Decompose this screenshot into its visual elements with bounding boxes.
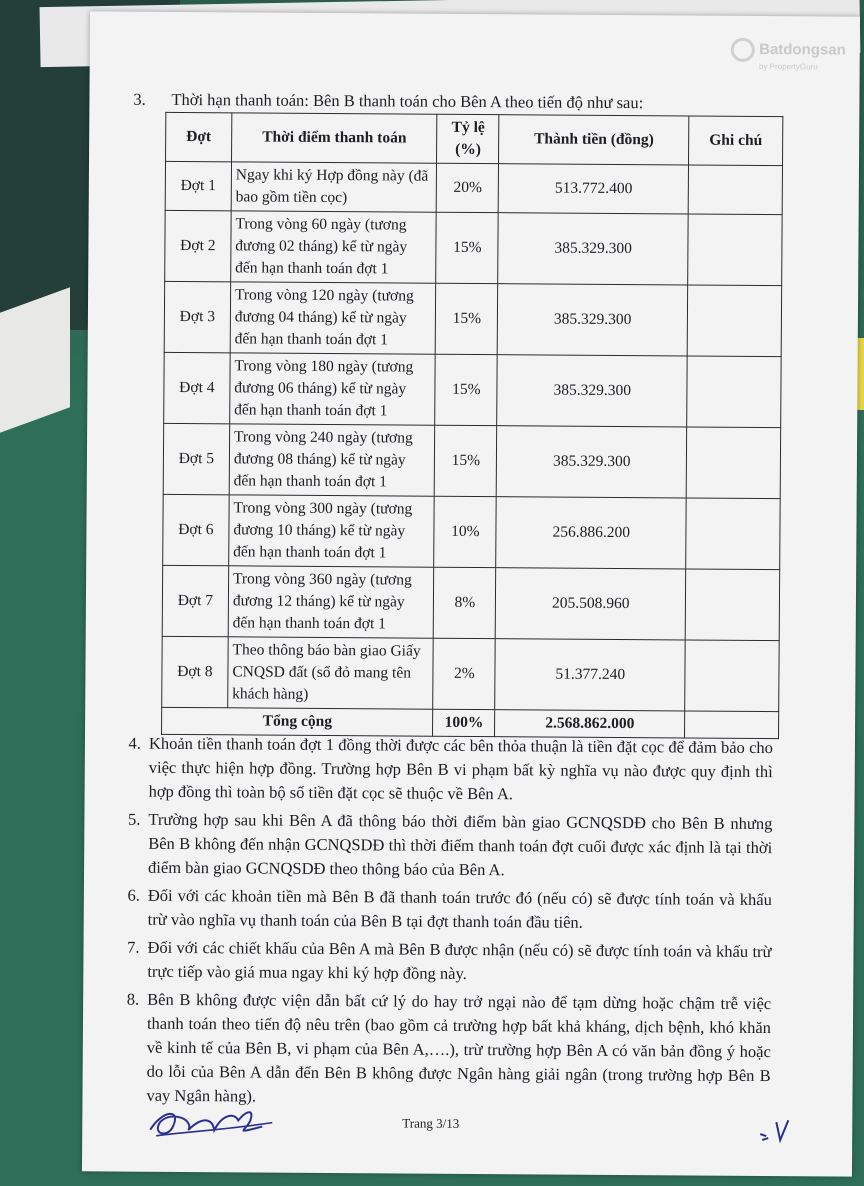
total-amount: 2.568.862.000: [495, 710, 685, 738]
payment-time-cell: Theo thông báo bàn giao Giấy CNQSD đất (sổ đỏ mang tên khách hàng): [228, 637, 434, 709]
total-percent: 100%: [433, 709, 495, 736]
percent-cell: 2%: [433, 638, 495, 709]
column-header: Đợt: [166, 112, 232, 161]
payment-time-cell: Trong vòng 180 ngày (tương đương 06 tháng) kể từ ngày đến hạn thanh toán đợt 1: [230, 353, 436, 425]
amount-cell: 385.329.300: [497, 355, 687, 427]
table-row: [162, 636, 779, 711]
payment-schedule-table: [161, 112, 783, 739]
background-object: [0, 287, 70, 432]
installment-cell: Đợt 5: [163, 423, 229, 494]
table-row: [163, 494, 780, 569]
page-number: Trang 3/13: [402, 1115, 460, 1131]
percent-cell: 15%: [435, 425, 497, 496]
installment-cell: Đợt 8: [162, 636, 228, 707]
installment-cell: Đợt 3: [164, 281, 230, 352]
amount-cell: 256.886.200: [496, 497, 686, 569]
table-row: [165, 210, 782, 285]
list-item: 4. Khoản tiền thanh toán đợt 1 đồng thời được các bên thỏa thuận là tiền đặt cọc để đảm bảo cho việc thực hiện hợp đồng. Trường hợp Bên B vi phạm bất kỳ nghĩa vụ nào được quy định thì hợp đồng thì toàn bộ số tiền đặt cọc sẽ thuộc về Bên A.: [128, 733, 774, 804]
column-header: Thành tiền (đồng): [499, 115, 689, 165]
installment-cell: Đợt 7: [162, 565, 228, 636]
note-cell: [688, 165, 782, 215]
payment-time-cell: Trong vòng 240 ngày (tương đương 08 tháng) kể từ ngày đến hạn thanh toán đợt 1: [229, 424, 435, 496]
note-cell: [688, 214, 782, 286]
total-label: Tổng cộng: [162, 707, 434, 736]
table-row: [164, 352, 781, 427]
clause-list: [110, 732, 773, 1117]
amount-cell: 385.329.300: [498, 284, 688, 356]
note-cell: [686, 427, 780, 499]
payment-time-cell: Trong vòng 300 ngày (tương đương 10 tháng) kể từ ngày đến hạn thanh toán đợt 1: [229, 495, 435, 567]
list-item: 8. Bên B không được viện dẫn bất cứ lý do hay trở ngại nào để tạm dừng hoặc chậm trễ việc thanh toán theo tiến độ nêu trên (bao gồm cả trường hợp bất khả kháng, dịch bệnh, khó khăn về kinh tế của Bên B, vi phạm của Bên A,….), trừ trường hợp Bên A có văn bản đồng ý hoặc do lỗi của Bên A dẫn đến Bên B không được Ngân hàng giải ngân (trong trường hợp Bên B vay Ngân hàng).: [126, 989, 772, 1106]
payment-time-cell: Ngay khi ký Hợp đồng này (đã bao gồm tiền cọc): [231, 162, 437, 212]
column-header: Ghi chú: [689, 116, 783, 166]
table-row: [162, 565, 779, 640]
installment-cell: Đợt 2: [165, 210, 231, 281]
amount-cell: 385.329.300: [498, 213, 688, 285]
note-cell: [686, 498, 780, 570]
amount-cell: 51.377.240: [495, 639, 685, 711]
percent-cell: 8%: [434, 567, 496, 638]
table-row: [163, 423, 780, 498]
list-item: 7. Đối với các chiết khấu của Bên A mà Bên B được nhận (nếu có) sẽ được tính toán và khấu trừ trực tiếp vào giá mua ngay khi ký hợp đồng này.: [127, 937, 772, 983]
list-item: 5. Trường hợp sau khi Bên A đã thông báo thời điểm bàn giao GCNQSDĐ cho Bên B nhưng Bên B không đến nhận GCNQSDĐ thì thời điểm thanh toán đợt cuối được xác định là tại thời điểm bàn giao GCNQSDĐ theo thông báo của Bên A.: [127, 809, 773, 880]
percent-cell: 20%: [437, 163, 499, 212]
note-cell: [685, 711, 779, 739]
percent-cell: 15%: [436, 283, 498, 354]
note-cell: [687, 285, 781, 357]
column-header: Tỷ lệ (%): [437, 114, 499, 163]
payment-time-cell: Trong vòng 120 ngày (tương đương 04 tháng) kể từ ngày đến hạn thanh toán đợt 1: [230, 282, 436, 354]
percent-cell: 15%: [436, 212, 498, 283]
section-heading: 3. Thời hạn thanh toán: Bên B thanh toán cho Bên A theo tiến độ như sau:: [133, 89, 644, 113]
installment-cell: Đợt 4: [164, 352, 230, 423]
initials-mark: [758, 1116, 798, 1146]
note-cell: [685, 569, 779, 641]
payment-time-cell: Trong vòng 360 ngày (tương đương 12 tháng) kể từ ngày đến hạn thanh toán đợt 1: [228, 566, 434, 638]
table-row: [164, 281, 781, 356]
payment-time-cell: Trong vòng 60 ngày (tương đương 02 tháng) kể từ ngày đến hạn thanh toán đợt 1: [231, 211, 437, 283]
amount-cell: 513.772.400: [499, 164, 689, 214]
note-cell: [685, 640, 779, 712]
amount-cell: 205.508.960: [496, 568, 686, 640]
percent-cell: 15%: [435, 354, 497, 425]
column-header: Thời điểm thanh toán: [231, 113, 437, 163]
document-page: [82, 11, 860, 1176]
logo-icon: [731, 38, 755, 62]
list-item: 6. Đối với các khoản tiền mà Bên B đã thanh toán trước đó (nếu có) sẽ được tính toán và khấu trừ vào nghĩa vụ thanh toán của Bên B tại đợt thanh toán đầu tiên.: [127, 885, 772, 932]
note-cell: [687, 356, 781, 428]
installment-cell: Đợt 6: [163, 494, 229, 565]
table-header-row: [166, 112, 783, 165]
percent-cell: 10%: [434, 496, 496, 567]
table-row: [165, 161, 782, 214]
watermark-logo: Batdongsan by PropertyGuru: [731, 38, 846, 72]
installment-cell: Đợt 1: [165, 161, 231, 210]
amount-cell: 385.329.300: [497, 426, 687, 498]
signature: [142, 1090, 282, 1151]
